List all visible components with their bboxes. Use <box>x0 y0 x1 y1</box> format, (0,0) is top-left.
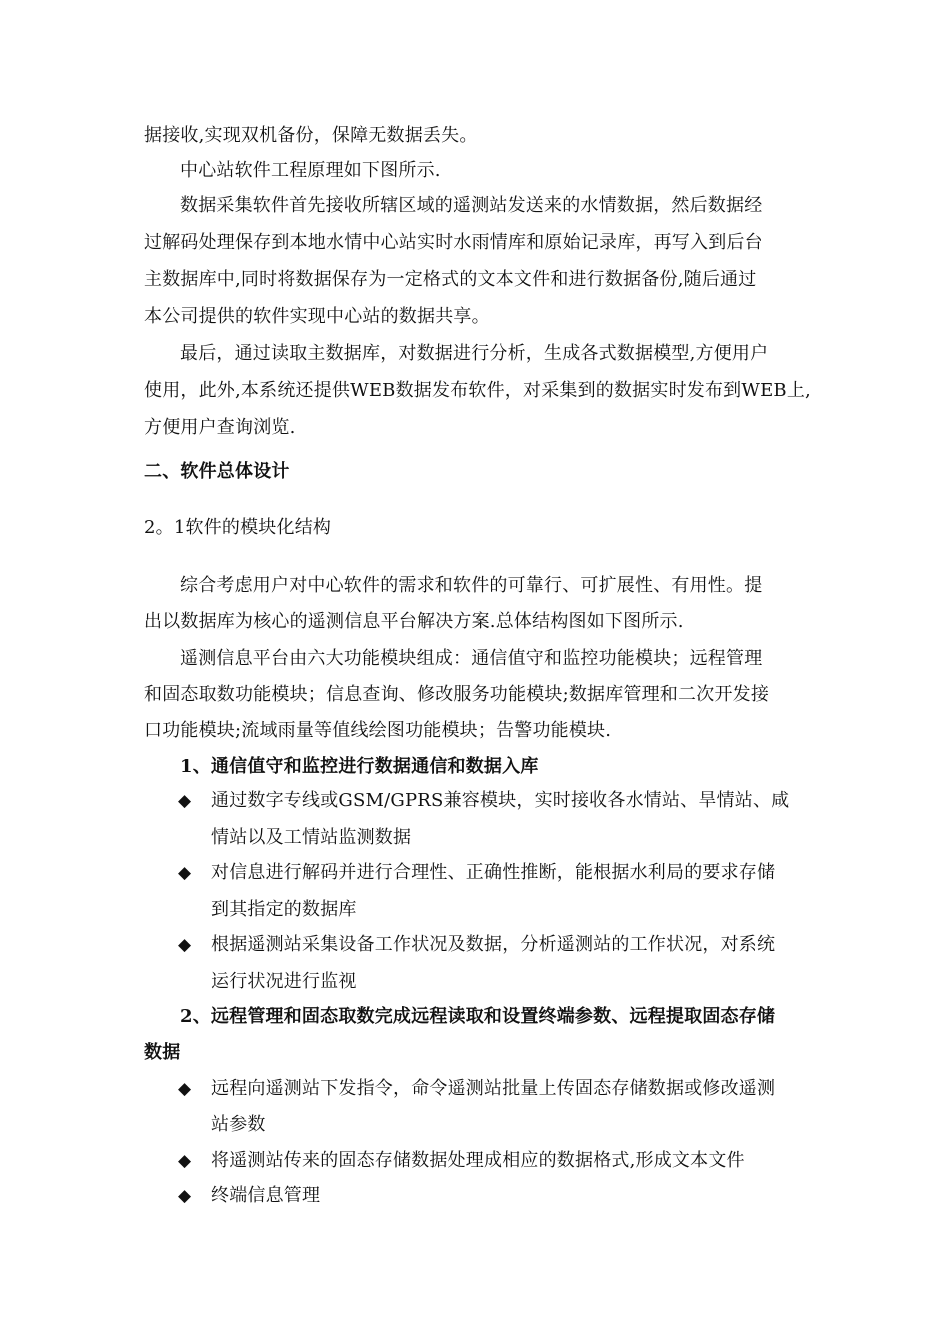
bullet-text: 远程向遥测站下发指令，命令遥测站批量上传固态存储数据或修改遥测 <box>211 1078 776 1099</box>
list-item-title: 数据 <box>144 1042 181 1063</box>
bullet-text: 通过数字专线或GSM/GPRS兼容模块，实时接收各水情站、旱情站、咸 <box>211 790 790 811</box>
paragraph-line: 口功能模块;流域雨量等值线绘图功能模块；告警功能模块. <box>144 720 612 741</box>
diamond-bullet-icon: ◆ <box>178 1079 192 1099</box>
bullet-text: 站参数 <box>211 1114 266 1135</box>
bullet-text: 对信息进行解码并进行合理性、正确性推断，能根据水利局的要求存储 <box>211 862 776 883</box>
bullet-text: 到其指定的数据库 <box>211 899 357 920</box>
paragraph-line: 遥测信息平台由六大功能模块组成：通信值守和监控功能模块；远程管理 <box>180 648 763 669</box>
paragraph-line: 数据采集软件首先接收所辖区域的遥测站发送来的水情数据，然后数据经 <box>180 195 763 216</box>
paragraph-line: 和固态取数功能模块；信息查询、修改服务功能模块;数据库管理和二次开发接 <box>144 684 770 705</box>
bullet-text: 根据遥测站采集设备工作状况及数据，分析遥测站的工作状况，对系统 <box>211 934 776 955</box>
list-item-title: 1、通信值守和监控进行数据通信和数据入库 <box>180 756 539 777</box>
bullet-text: 终端信息管理 <box>211 1185 321 1206</box>
bullet-text: 运行状况进行监视 <box>211 971 357 992</box>
list-item-title: 2、远程管理和固态取数完成远程读取和设置终端参数、远程提取固态存储 <box>180 1006 776 1027</box>
bullet-text: 将遥测站传来的固态存储数据处理成相应的数据格式,形成文本文件 <box>211 1150 745 1171</box>
diamond-bullet-icon: ◆ <box>178 1151 192 1171</box>
paragraph-line: 主数据库中,同时将数据保存为一定格式的文本文件和进行数据备份,随后通过 <box>144 269 757 290</box>
paragraph-line: 中心站软件工程原理如下图所示. <box>180 160 441 181</box>
diamond-bullet-icon: ◆ <box>178 1186 192 1206</box>
paragraph-line: 本公司提供的软件实现中心站的数据共享。 <box>144 306 490 327</box>
bullet-text: 情站以及工情站监测数据 <box>211 827 412 848</box>
paragraph-line: 综合考虑用户对中心软件的需求和软件的可靠行、可扩展性、有用性。提 <box>180 575 763 596</box>
paragraph-line: 据接收,实现双机备份，保障无数据丢失。 <box>144 125 478 146</box>
paragraph-line: 使用，此外,本系统还提供WEB数据发布软件，对采集到的数据实时发布到WEB上, <box>144 380 811 401</box>
subsection-heading: 2。1软件的模块化结构 <box>144 517 332 538</box>
diamond-bullet-icon: ◆ <box>178 791 192 811</box>
paragraph-line: 过解码处理保存到本地水情中心站实时水雨情库和原始记录库，再写入到后台 <box>144 232 763 253</box>
diamond-bullet-icon: ◆ <box>178 935 192 955</box>
paragraph-line: 最后，通过读取主数据库，对数据进行分析，生成各式数据模型,方便用户 <box>180 343 769 364</box>
paragraph-line: 出以数据库为核心的遥测信息平台解决方案.总体结构图如下图所示. <box>144 611 684 632</box>
diamond-bullet-icon: ◆ <box>178 863 192 883</box>
paragraph-line: 方便用户查询浏览. <box>144 417 296 438</box>
section-heading: 二、软件总体设计 <box>144 461 290 482</box>
